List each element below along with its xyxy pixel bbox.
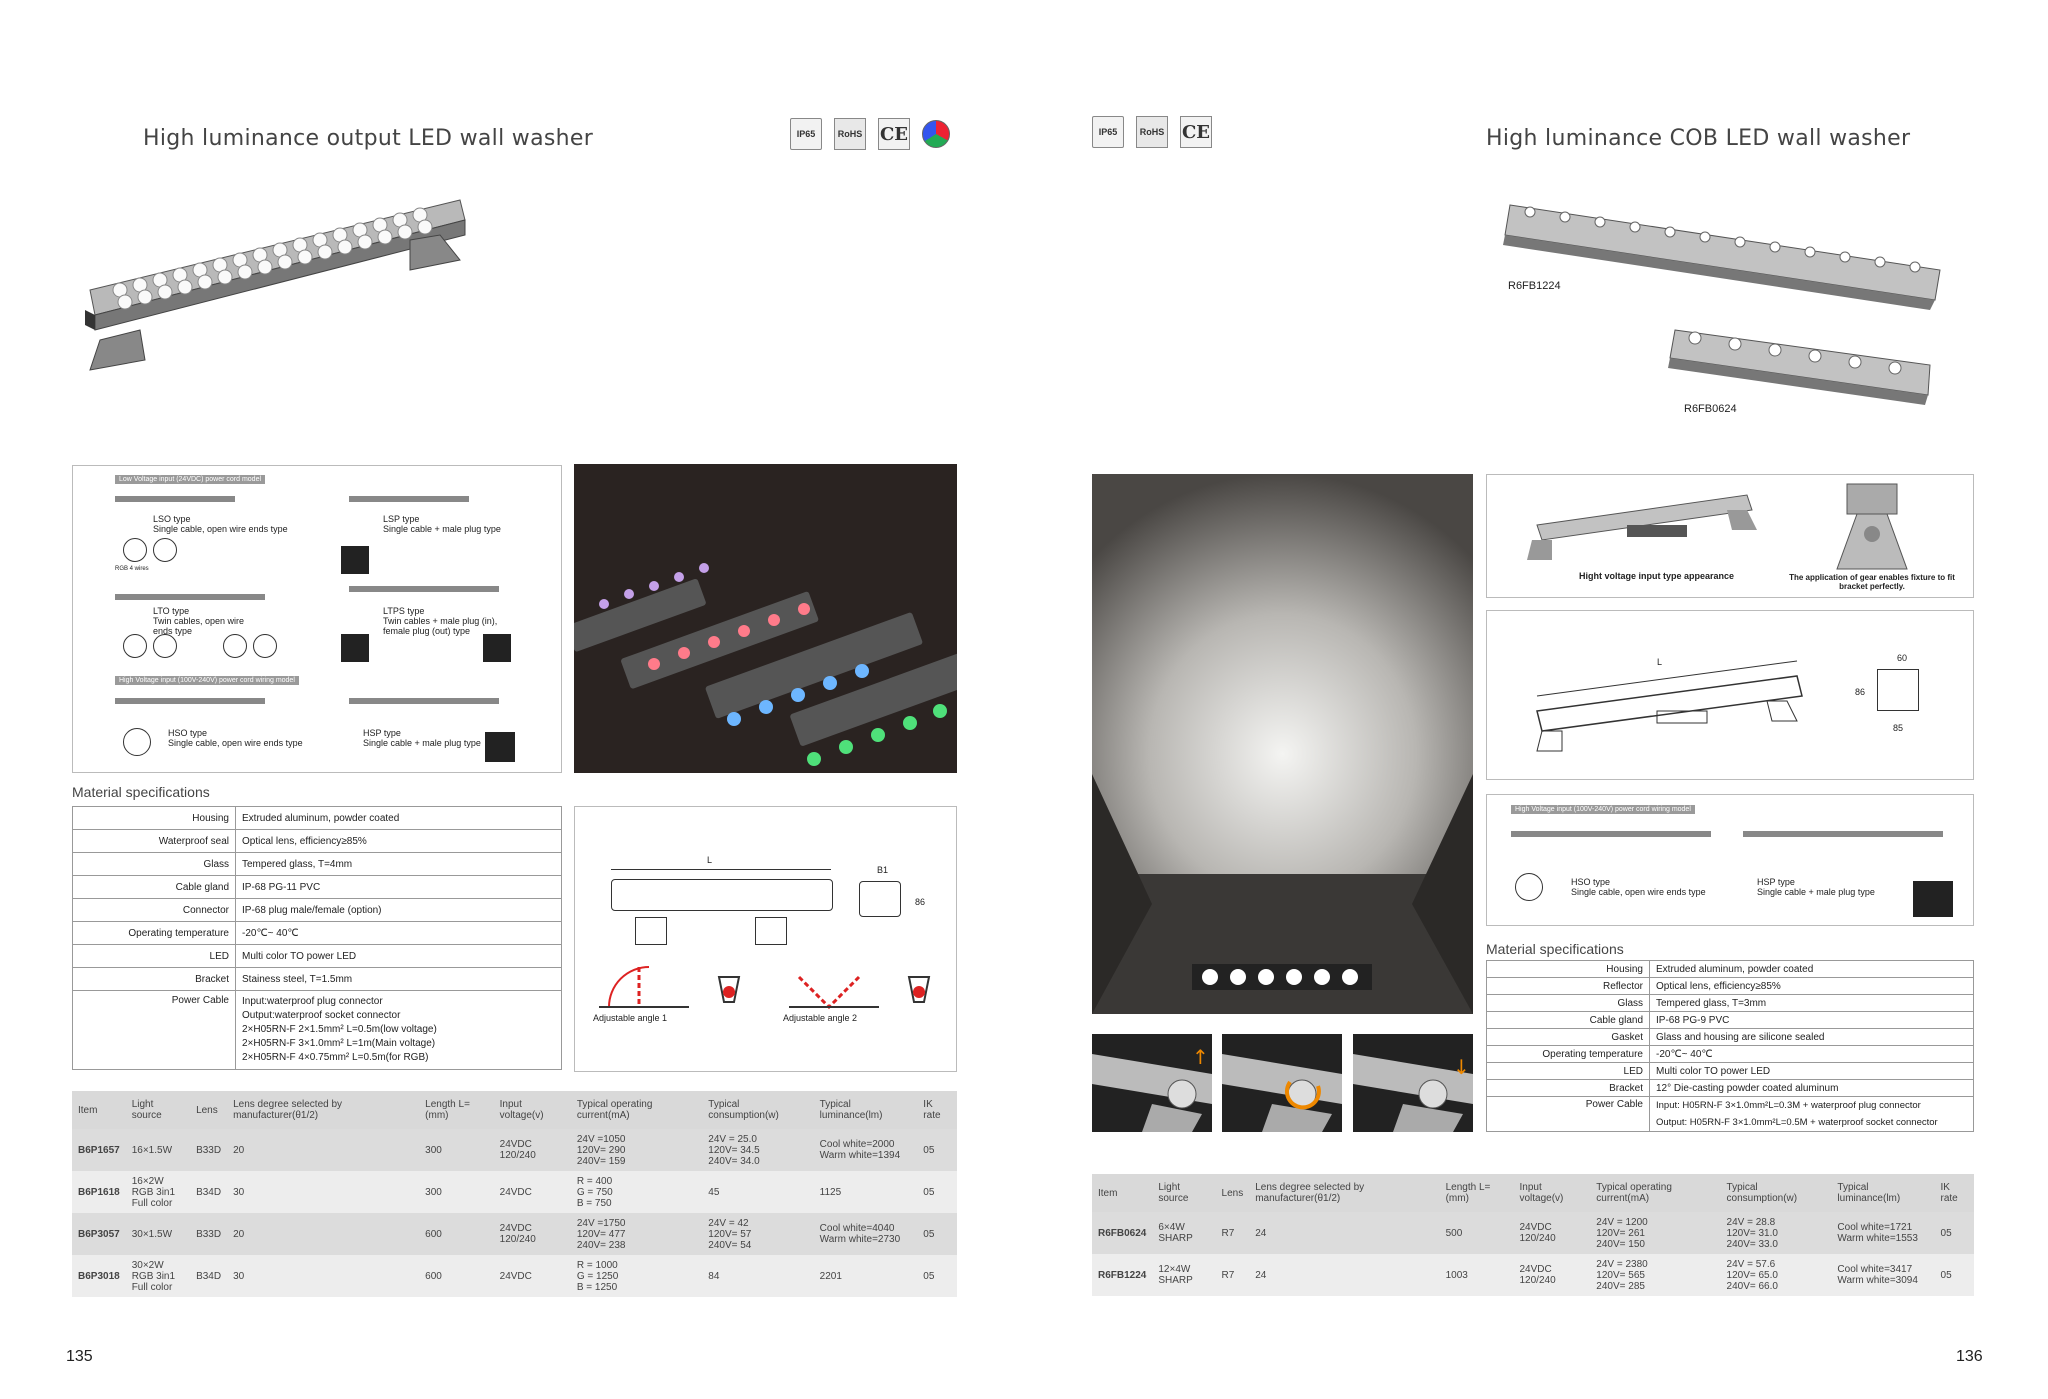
spec-value: Extruded aluminum, powder coated (236, 807, 562, 830)
cell: 30×1.5W (126, 1213, 190, 1255)
left-dimension-panel (574, 806, 957, 1072)
spec-value: Tempered glass, T=4mm (236, 853, 562, 876)
table-row (72, 1255, 957, 1297)
spec-value: IP-68 plug male/female (option) (236, 899, 562, 922)
spec-row (1487, 978, 1974, 995)
spec-value: -20℃~ 40℃ (236, 922, 562, 945)
spec-key: Power Cable (73, 991, 236, 1070)
dim-height-label: 86 (1855, 687, 1866, 697)
spec-key: Operating temperature (1487, 1046, 1650, 1063)
gear-detail-photo-1 (1092, 1034, 1212, 1132)
ip65-icon: IP65 (1092, 116, 1124, 148)
cell: 05 (1935, 1254, 1974, 1296)
fixture-outline (611, 879, 833, 911)
cell: Cool white=2000 Warm white=1394 (814, 1129, 918, 1171)
cell: B6P1657 (72, 1129, 126, 1171)
cable-drawing (115, 496, 235, 502)
spec-key: Cable gland (73, 876, 236, 899)
spec-value: Extruded aluminum, powder coated (1650, 961, 1974, 978)
header-consumption: Typical consumption(w) (1721, 1174, 1832, 1212)
cell: 20 (227, 1129, 419, 1171)
high-voltage-tag: High Voltage input (100V-240V) power cord wiring model (115, 676, 299, 685)
page-number-right: 136 (1956, 1348, 1983, 1365)
bracket-outline (755, 917, 787, 945)
cell: 24 (1249, 1254, 1439, 1296)
cell: 20 (227, 1213, 419, 1255)
svg-text:↑: ↑ (1192, 1045, 1209, 1069)
right-spec-table (1486, 960, 1974, 1132)
cell: 24VDC 120/240 (1513, 1254, 1590, 1296)
header-input-voltage: Input voltage(v) (494, 1091, 571, 1129)
cell: R7 (1216, 1212, 1250, 1254)
cell: 24V = 1200 120V= 261 240V= 150 (1590, 1212, 1720, 1254)
header-lens-degree: Lens degree selected by manufacturer(θ1/2) (227, 1091, 419, 1129)
spec-row (1487, 1080, 1974, 1097)
spec-value: Optical lens, efficiency≥85% (1650, 978, 1974, 995)
spec-row (1487, 1029, 1974, 1046)
cell: 24V = 42 120V= 57 240V= 54 (702, 1213, 813, 1255)
spec-value: Tempered glass, T=3mm (1650, 995, 1974, 1012)
spec-value: Multi color TO power LED (1650, 1063, 1974, 1080)
right-product-table (1092, 1174, 1974, 1296)
plug-icon (341, 546, 369, 574)
cell: 30 (227, 1171, 419, 1213)
spec-key: Operating temperature (73, 922, 236, 945)
cell: R7 (1216, 1254, 1250, 1296)
header-consumption: Typical consumption(w) (702, 1091, 813, 1129)
cell: R6FB1224 (1092, 1254, 1152, 1296)
spec-key: Bracket (73, 968, 236, 991)
cell: 24VDC 120/240 (494, 1213, 571, 1255)
dim-height-label: 86 (915, 897, 926, 907)
spec-key: Housing (73, 807, 236, 830)
spec-row (73, 991, 562, 1070)
cell: 05 (917, 1129, 957, 1171)
spec-row (1487, 1063, 1974, 1080)
hsp-label: HSP type Single cable + male plug type (1757, 877, 1875, 897)
spec-value: Input: H05RN-F 3×1.0mm²L=0.3M + waterproof plug connector Output: H05RN-F 3×1.0mm²L=0.5M + waterproof socket connector (1650, 1097, 1974, 1132)
fixture-dimension-drawing (1527, 651, 1827, 761)
spec-value: -20℃~ 40℃ (1650, 1046, 1974, 1063)
plug-icon (341, 634, 369, 662)
adjustable-angle-diagram (589, 957, 949, 1037)
cell: B34D (190, 1255, 227, 1297)
rohs-icon: RoHS (834, 118, 866, 150)
cell: 30 (227, 1255, 419, 1297)
spec-row (73, 853, 562, 876)
left-wiring-panel (72, 465, 562, 773)
svg-text:↓: ↓ (1453, 1055, 1470, 1079)
dim-width-label: 60 (1897, 653, 1908, 663)
spec-row (73, 922, 562, 945)
cell: 24VDC 120/240 (1513, 1212, 1590, 1254)
wire-end-icon (123, 728, 151, 756)
header-item: Item (1092, 1174, 1152, 1212)
page-number-left: 135 (66, 1348, 93, 1365)
lso-label: LSO type Single cable, open wire ends type (153, 514, 288, 534)
cell: 24VDC 120/240 (494, 1129, 571, 1171)
hv-fixture-image (1527, 485, 1767, 565)
plug-icon (1913, 881, 1953, 917)
cell: 24VDC (494, 1171, 571, 1213)
rgb-wires-label: RGB 4 wires (115, 566, 149, 572)
cell: 12×4W SHARP (1152, 1254, 1215, 1296)
cell: 24V = 25.0 120V= 34.5 240V= 34.0 (702, 1129, 813, 1171)
spec-value: Stainess steel, T=1.5mm (236, 968, 562, 991)
wire-end-icon (223, 634, 247, 658)
spec-row (1487, 1046, 1974, 1063)
gear-bracket-image (1827, 479, 1917, 574)
hv-appearance-panel (1486, 474, 1974, 598)
dim-b1-label: B1 (877, 865, 889, 875)
cell: 600 (419, 1213, 493, 1255)
hv-appearance-caption: Hight voltage input type appearance (1579, 571, 1735, 581)
table-header-row (72, 1091, 957, 1129)
cell: 1125 (814, 1171, 918, 1213)
model-label-r6fb1224: R6FB1224 (1508, 280, 1561, 292)
header-light-source: Light source (1152, 1174, 1215, 1212)
cell: 84 (702, 1255, 813, 1297)
low-voltage-tag: Low Voltage input (24VDC) power cord model (115, 475, 265, 484)
cell: 500 (1440, 1212, 1514, 1254)
cell: 24V =1750 120V= 477 240V= 238 (571, 1213, 702, 1255)
rgb-fixtures-photo (574, 464, 957, 773)
left-spec-heading: Material specifications (72, 784, 210, 800)
left-page-title: High luminance output LED wall washer (143, 126, 594, 151)
cable-drawing (1743, 831, 1943, 837)
cell: 05 (1935, 1212, 1974, 1254)
table-row (1092, 1254, 1974, 1296)
gear-detail-photo-3 (1353, 1034, 1473, 1132)
left-product-table (72, 1091, 957, 1297)
cell: 24 (1249, 1212, 1439, 1254)
cell: 16×2W RGB 3in1 Full color (126, 1171, 190, 1213)
dim-line (611, 869, 831, 870)
spec-key: LED (1487, 1063, 1650, 1080)
ltps-label: LTPS type Twin cables + male plug (in), female plug (out) type (383, 606, 498, 636)
cell: B33D (190, 1129, 227, 1171)
header-lens-degree: Lens degree selected by manufacturer(θ1/2) (1249, 1174, 1439, 1212)
cell: Cool white=4040 Warm white=2730 (814, 1213, 918, 1255)
spec-key: Glass (1487, 995, 1650, 1012)
spec-value: IP-68 PG-9 PVC (1650, 1012, 1974, 1029)
spec-row (73, 830, 562, 853)
spec-key: Connector (73, 899, 236, 922)
dim-length-label: L (1657, 657, 1663, 667)
spec-value: Optical lens, efficiency≥85% (236, 830, 562, 853)
cell: 24V = 2380 120V= 565 240V= 285 (1590, 1254, 1720, 1296)
cable-drawing (349, 496, 469, 502)
wire-end-icon (253, 634, 277, 658)
dim-length-label: L (707, 855, 713, 865)
cell: 300 (419, 1171, 493, 1213)
right-page-title: High luminance COB LED wall washer (1486, 126, 1911, 151)
header-luminance: Typical luminance(lm) (1831, 1174, 1934, 1212)
cell: 2201 (814, 1255, 918, 1297)
hso-label: HSO type Single cable, open wire ends type (168, 728, 303, 748)
header-lens: Lens (190, 1091, 227, 1129)
spec-row (1487, 995, 1974, 1012)
socket-icon (483, 634, 511, 662)
header-light-source: Light source (126, 1091, 190, 1129)
spec-value: Glass and housing are silicone sealed (1650, 1029, 1974, 1046)
ce-icon: CE (878, 118, 910, 150)
rohs-icon: RoHS (1136, 116, 1168, 148)
spec-key: Power Cable (1487, 1097, 1650, 1132)
right-cert-icons (1092, 116, 1212, 148)
header-luminance: Typical luminance(lm) (814, 1091, 918, 1129)
spec-row (73, 899, 562, 922)
cell: B6P1618 (72, 1171, 126, 1213)
header-current: Typical operating current(mA) (571, 1091, 702, 1129)
right-product-table-wrapper (1092, 1174, 1974, 1296)
spec-key: Gasket (1487, 1029, 1650, 1046)
cell: 24V = 57.6 120V= 65.0 240V= 66.0 (1721, 1254, 1832, 1296)
spec-row (73, 876, 562, 899)
spec-key: Glass (73, 853, 236, 876)
header-ik-rate: IK rate (1935, 1174, 1974, 1212)
cell: 24V =1050 120V= 290 240V= 159 (571, 1129, 702, 1171)
plug-icon (485, 732, 515, 762)
header-lens: Lens (1216, 1174, 1250, 1212)
left-cert-icons (790, 118, 950, 150)
cell: B33D (190, 1213, 227, 1255)
wire-end-icon (1515, 873, 1543, 901)
table-row (72, 1129, 957, 1171)
header-input-voltage: Input voltage(v) (1513, 1174, 1590, 1212)
cell: R = 1000 G = 1250 B = 1250 (571, 1255, 702, 1297)
spec-key: LED (73, 945, 236, 968)
bracket-outline (635, 917, 667, 945)
model-label-r6fb0624: R6FB0624 (1684, 403, 1737, 415)
cell: B34D (190, 1171, 227, 1213)
cell: 05 (917, 1213, 957, 1255)
cell: 6×4W SHARP (1152, 1212, 1215, 1254)
cell: B6P3057 (72, 1213, 126, 1255)
cable-drawing (115, 698, 265, 704)
cable-drawing (349, 698, 499, 704)
spec-row (1487, 961, 1974, 978)
cell: 30×2W RGB 3in1 Full color (126, 1255, 190, 1297)
left-product-table-wrapper (72, 1091, 957, 1297)
gear-detail-photo-2 (1222, 1034, 1342, 1132)
spec-row (1487, 1012, 1974, 1029)
cable-drawing (115, 594, 265, 600)
cell: 24VDC (494, 1255, 571, 1297)
header-item: Item (72, 1091, 126, 1129)
spec-key: Housing (1487, 961, 1650, 978)
cob-wall-washer-products-image (1500, 190, 1950, 430)
adjustable-angle-2-label: Adjustable angle 2 (783, 1013, 858, 1023)
cell: Cool white=1721 Warm white=1553 (1831, 1212, 1934, 1254)
table-header-row (1092, 1174, 1974, 1212)
cell: 45 (702, 1171, 813, 1213)
header-length: Length L=(mm) (419, 1091, 493, 1129)
right-wiring-panel (1486, 794, 1974, 926)
right-spec-heading: Material specifications (1486, 941, 1624, 957)
fixture-section-outline (859, 881, 901, 917)
cell: R = 400 G = 750 B = 750 (571, 1171, 702, 1213)
spec-value: Input:waterproof plug connector Output:waterproof socket connector 2×H05RN-F 2×1.5mm² L=0.5m(low voltage) 2×H05RN-F 3×1.0mm² L=1m(Main voltage) 2×H05RN-F 4×0.75mm² L=0.5m(for RGB) (236, 991, 562, 1070)
wire-end-icon (153, 538, 177, 562)
rgb-color-icon (922, 120, 950, 148)
header-ik-rate: IK rate (917, 1091, 957, 1129)
right-dimension-panel (1486, 610, 1974, 780)
spec-key: Waterproof seal (73, 830, 236, 853)
adjustable-angle-1-label: Adjustable angle 1 (593, 1013, 668, 1023)
table-row (72, 1213, 957, 1255)
dim-base-label: 85 (1893, 723, 1904, 733)
hso-label: HSO type Single cable, open wire ends type (1571, 877, 1706, 897)
gear-caption: The application of gear enables fixture to fit bracket perfectly. (1789, 573, 1955, 591)
wire-end-icon (123, 538, 147, 562)
cell: 05 (917, 1255, 957, 1297)
header-current: Typical operating current(mA) (1590, 1174, 1720, 1212)
lsp-label: LSP type Single cable + male plug type (383, 514, 501, 534)
header-length: Length L=(mm) (1440, 1174, 1514, 1212)
wire-end-icon (123, 634, 147, 658)
ip65-icon: IP65 (790, 118, 822, 150)
cell: 05 (917, 1171, 957, 1213)
section-outline (1877, 669, 1919, 711)
spec-value: Multi color TO power LED (236, 945, 562, 968)
cell: 24V = 28.8 120V= 31.0 240V= 33.0 (1721, 1212, 1832, 1254)
cell: 1003 (1440, 1254, 1514, 1296)
spec-row (73, 807, 562, 830)
cable-drawing (1511, 831, 1711, 837)
wire-end-icon (153, 634, 177, 658)
wall-washer-product-image (80, 190, 480, 390)
spec-row (73, 968, 562, 991)
cell: Cool white=3417 Warm white=3094 (1831, 1254, 1934, 1296)
spec-key: Bracket (1487, 1080, 1650, 1097)
hsp-label: HSP type Single cable + male plug type (363, 728, 481, 748)
cell: 600 (419, 1255, 493, 1297)
spec-value: 12° Die-casting powder coated aluminum (1650, 1080, 1974, 1097)
table-row (72, 1171, 957, 1213)
spec-value: IP-68 PG-11 PVC (236, 876, 562, 899)
high-voltage-tag: High Voltage input (100V-240V) power cord wiring model (1511, 805, 1695, 814)
cell: 16×1.5W (126, 1129, 190, 1171)
spec-key: Cable gland (1487, 1012, 1650, 1029)
cell: B6P3018 (72, 1255, 126, 1297)
wall-wash-effect-photo (1092, 474, 1473, 1014)
table-row (1092, 1212, 1974, 1254)
cell: 300 (419, 1129, 493, 1171)
spec-row (1487, 1097, 1974, 1132)
left-spec-table (72, 806, 562, 1070)
lto-label: LTO type Twin cables, open wire ends type (153, 606, 245, 636)
spec-row (73, 945, 562, 968)
cell: R6FB0624 (1092, 1212, 1152, 1254)
ce-icon: CE (1180, 116, 1212, 148)
spec-key: Reflector (1487, 978, 1650, 995)
cable-drawing (349, 586, 499, 592)
